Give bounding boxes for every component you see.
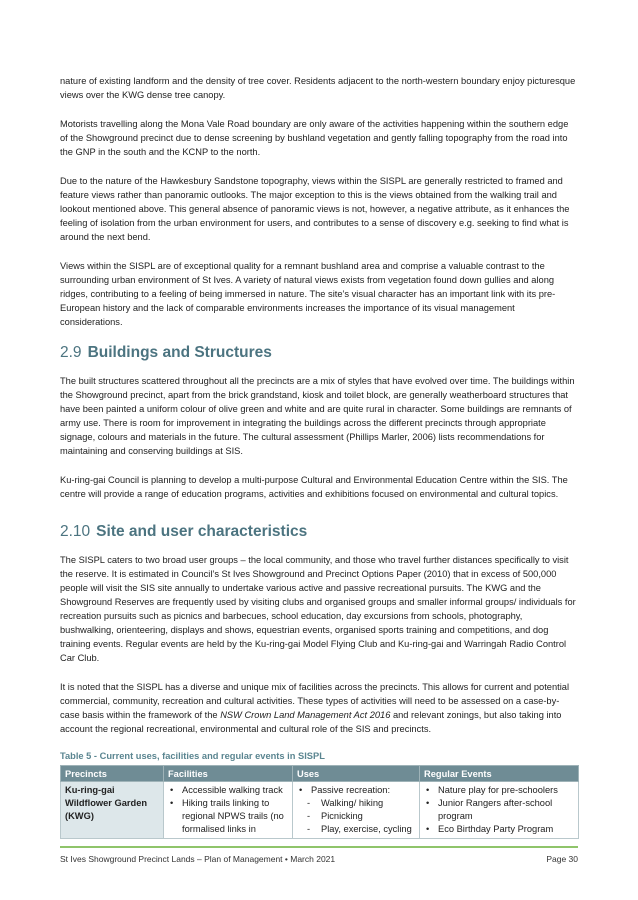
paragraph: Ku-ring-gai Council is planning to develop a multi-purpose Cultural and Environmental Education Centre within the SIS. The centre will provide a range of education programs, activities and exhibitions focused on environmental and cultural topics. [60, 475, 568, 499]
page-content [60, 74, 578, 839]
footer-divider [60, 846, 578, 848]
list-item: • Accessible walking track [168, 784, 288, 797]
facilities-cell [164, 782, 293, 839]
paragraph: nature of existing landform and the density of tree cover. Residents adjacent to the north-western boundary enjoy picturesque views over the KWG dense tree canopy. [60, 76, 576, 100]
paragraph [60, 680, 578, 736]
page-number: Page 30 [546, 854, 578, 864]
paragraph-text: and relevant zonings, but also taking into account the regional recreational, environmental and cultural role of the SIS and precincts. [60, 710, 562, 734]
paragraph: Due to the nature of the Hawkesbury Sandstone topography, views within the SISPL are generally restricted to framed and feature views rather than panoramic outlooks. The major exception to this is the views obtained from the walking trail and lookout mentioned above. This general absence of panoramic views is not, however, a negative attribute, as it enhances the feeling of isolation from the urban environment for users, and contributes to a sense of discovery e.g. seeking to find what is around the next bend. [60, 176, 570, 242]
footer-document-title: St Ives Showground Precinct Lands – Plan of Management • March 2021 [60, 854, 336, 864]
paragraph: The SISPL caters to two broad user groups – the local community, and those who travel further distances specifically to visit the reserve. It is estimated in Council’s St Ives Showground and Precinct Options Paper (2010) that in excess of 500,000 people will visit the SIS site annually to undertake various active and passive recreational pursuits. The KWG and the Showground Reserves are frequently used by visiting clubs and organised groups and smaller informal groups/ individuals for recreation pursuits such as picnics and barbecues, school education, day excursions from schools, photography, bushwalking, orienteering, displays and shows, equestrian events, organised sports training and competitions, and dog training events. Regular events are held by the Ku-ring-gai Model Flying Club and Ku-ring-gai and Warringah Radio Control Car Club. [60, 555, 576, 663]
sub-list-item: - Walking/ hiking [297, 797, 415, 810]
column-header: Facilities [164, 766, 293, 782]
sub-list-item: - Play, exercise, cycling [297, 823, 415, 836]
uses-facilities-table [60, 765, 579, 839]
list-item: • Junior Rangers after-school program [424, 797, 574, 823]
sub-list-item: - Picnicking [297, 810, 415, 823]
column-header: Precincts [61, 766, 164, 782]
paragraph: Motorists travelling along the Mona Vale Road boundary are only aware of the activities happening within the southern edge of the Showground precinct due to dense screening by bushland vegetation and gently falling topography from the road into the GNP in the south and the KCNP to the north. [60, 119, 569, 157]
paragraph: The built structures scattered throughout all the precincts are a mix of styles that have evolved over time. The buildings within the Showground precinct, apart from the brick grandstand, kiosk and toilet block, are generally weatherboard structures that have been painted a uniform colour of olive green and white and are quite rural in character. Some buildings are remnants of army use. There is room for improvement in integrating the buildings across the different precincts through appropriate signage, colours and materials in the future. The cultural assessment (Phillips Marler, 2006) lists recommendations for maintaining and conserving buildings at SIS. [60, 376, 575, 456]
section-title: Site and user characteristics [96, 523, 308, 540]
paragraph-text: It is noted that the SISPL has a diverse and unique mix of facilities across the precincts. This allows for current and potential commercial, community, recreation and cultural activities. These types of activities will need to be assessed on a case-by-case basis within the framework of the [60, 682, 570, 720]
column-header: Regular Events [420, 766, 579, 782]
list-item: • Nature play for pre-schoolers [424, 784, 574, 797]
column-header: Uses [293, 766, 420, 782]
table-row [61, 782, 579, 839]
precinct-cell: Ku-ring-gai Wildflower Garden (KWG) [61, 782, 164, 839]
events-cell [420, 782, 579, 839]
section-heading-buildings [60, 344, 578, 362]
table-caption: Table 5 - Current uses, facilities and regular events in SISPL [60, 751, 325, 761]
list-item: • Passive recreation: [297, 784, 415, 797]
section-heading-site-users [60, 523, 578, 541]
table-header-row [61, 766, 579, 782]
act-title: NSW Crown Land Management Act 2016 [220, 710, 391, 720]
section-number: 2.9 [60, 344, 82, 361]
list-item: • Eco Birthday Party Program [424, 823, 574, 836]
list-item: • Hiking trails linking to regional NPWS trails (no formalised links in [168, 797, 288, 836]
page-footer [60, 854, 578, 864]
uses-cell [293, 782, 420, 839]
paragraph: Views within the SISPL are of exceptional quality for a remnant bushland area and comprise a valuable contrast to the surrounding urban environment of St Ives. A variety of natural views exists from vegetation found down gullies and along ridges, contributing to a feeling of being immersed in nature. The site’s visual character has an important link with its pre-European history and the lack of comparable environments increases the importance of its visual management considerations. [60, 261, 556, 327]
section-number: 2.10 [60, 523, 91, 540]
section-title: Buildings and Structures [87, 344, 272, 361]
